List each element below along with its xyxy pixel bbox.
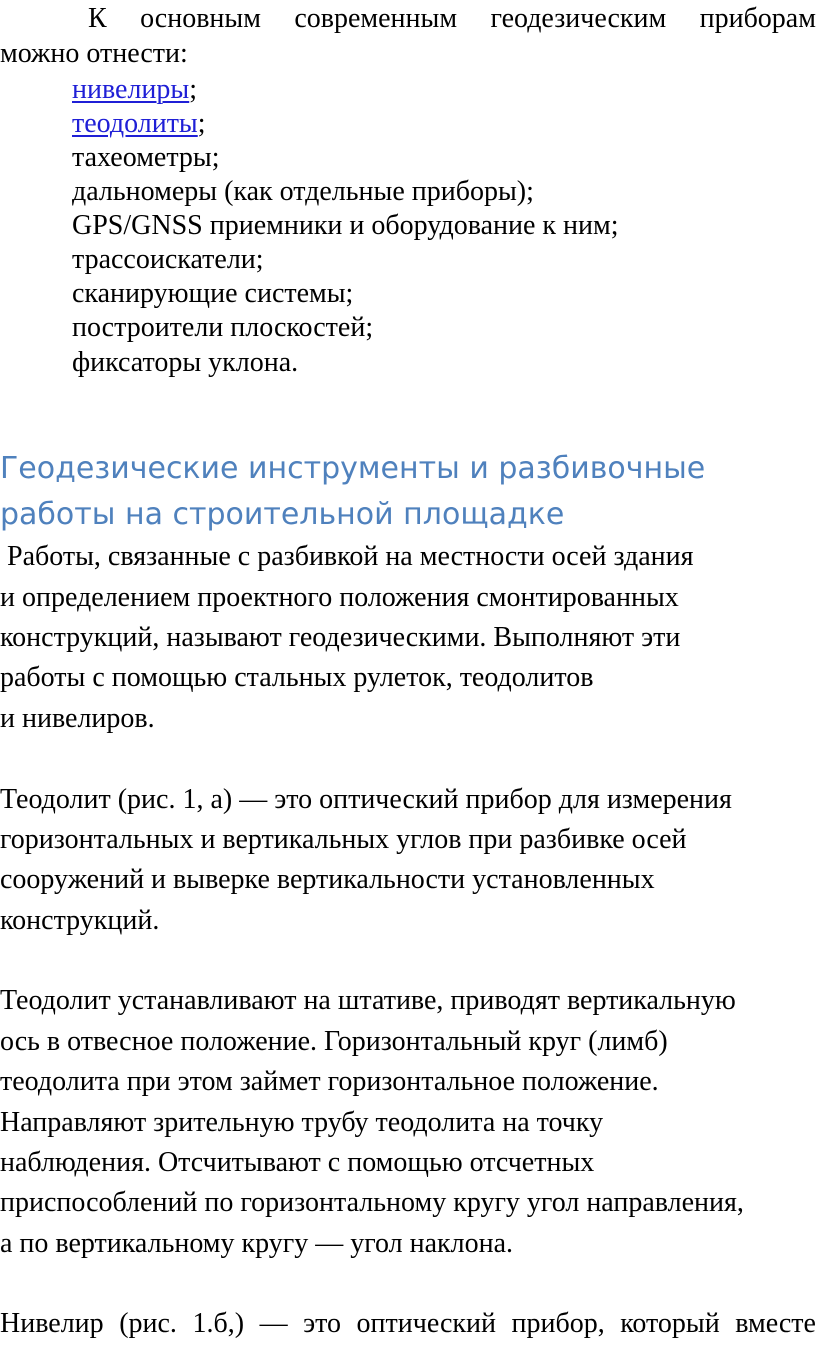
list-item-suffix: ; bbox=[197, 108, 206, 139]
list-item: тахеометры; bbox=[72, 142, 220, 173]
paragraph-4-word: оптический bbox=[356, 1308, 496, 1339]
list-item: GPS/GNSS приемники и оборудование к ним; bbox=[72, 210, 619, 241]
paragraph-3-line: Теодолит устанавливают на штативе, приводят вертикальную bbox=[0, 985, 736, 1016]
list-item-suffix: ; bbox=[189, 74, 198, 105]
instrument-link-theodolites[interactable]: теодолиты bbox=[72, 108, 198, 139]
paragraph-1-line: Работы, связанные с разбивкой на местности осей здания bbox=[0, 541, 694, 572]
intro-word: К bbox=[88, 3, 107, 34]
paragraph-2-line: конструкций. bbox=[0, 905, 160, 936]
paragraph-2-line: горизонтальных и вертикальных углов при разбивке осей bbox=[0, 824, 687, 855]
instrument-link-levels[interactable]: нивелиры bbox=[72, 74, 190, 105]
paragraph-2-line: сооружений и выверке вертикальности установленных bbox=[0, 864, 655, 895]
paragraph-4-word: это bbox=[303, 1308, 341, 1339]
paragraph-4-word: Нивелир bbox=[0, 1308, 104, 1339]
paragraph-4-word: вместе bbox=[735, 1308, 816, 1339]
paragraph-4-word: который bbox=[620, 1308, 720, 1339]
intro-line-1 bbox=[88, 2, 816, 36]
paragraph-2-line: Теодолит (рис. 1, а) — это оптический прибор для измерения bbox=[0, 784, 732, 815]
paragraph-4-word: прибор, bbox=[511, 1308, 605, 1339]
paragraph-3-line: ось в отвесное положение. Горизонтальный круг (лимб) bbox=[0, 1026, 668, 1057]
paragraph-3-line: Направляют зрительную трубу теодолита на точку bbox=[0, 1107, 604, 1138]
intro-word: геодезическим bbox=[490, 3, 667, 34]
paragraph-4-line-1 bbox=[0, 1307, 816, 1341]
intro-word: основным bbox=[140, 3, 261, 34]
paragraph-4-word: — bbox=[259, 1308, 288, 1339]
intro-line-2: можно отнести: bbox=[0, 38, 188, 69]
section-heading-line-2: работы на строительной площадке bbox=[0, 497, 565, 532]
list-item: сканирующие системы; bbox=[72, 278, 354, 309]
paragraph-1-line: работы с помощью стальных рулеток, теодолитов bbox=[0, 662, 594, 693]
paragraph-4-word: 1.б,) bbox=[192, 1308, 245, 1339]
paragraph-1-line: и определением проектного положения смонтированных bbox=[0, 582, 679, 613]
paragraph-1-line: и нивелиров. bbox=[0, 703, 155, 734]
intro-word: приборам bbox=[699, 3, 816, 34]
intro-word: современным bbox=[294, 3, 458, 34]
paragraph-3-line: приспособлений по горизонтальному кругу угол направления, bbox=[0, 1187, 744, 1218]
paragraph-3-line: теодолита при этом займет горизонтальное положение. bbox=[0, 1066, 659, 1097]
list-item: дальномеры (как отдельные приборы); bbox=[72, 176, 534, 207]
paragraph-4-word: (рис. bbox=[119, 1308, 177, 1339]
list-item: трассоискатели; bbox=[72, 244, 264, 275]
paragraph-1-line: конструкций, называют геодезическими. Выполняют эти bbox=[0, 622, 681, 653]
paragraph-3-line: а по вертикальному кругу — угол наклона. bbox=[0, 1228, 514, 1259]
list-item[interactable] bbox=[72, 107, 206, 141]
list-item[interactable] bbox=[72, 73, 197, 107]
paragraph-3-line: наблюдения. Отсчитывают с помощью отсчетных bbox=[0, 1147, 595, 1178]
list-item: фиксаторы уклона. bbox=[72, 347, 299, 378]
section-heading-line-1: Геодезические инструменты и разбивочные bbox=[0, 451, 706, 486]
list-item: построители плоскостей; bbox=[72, 312, 374, 343]
